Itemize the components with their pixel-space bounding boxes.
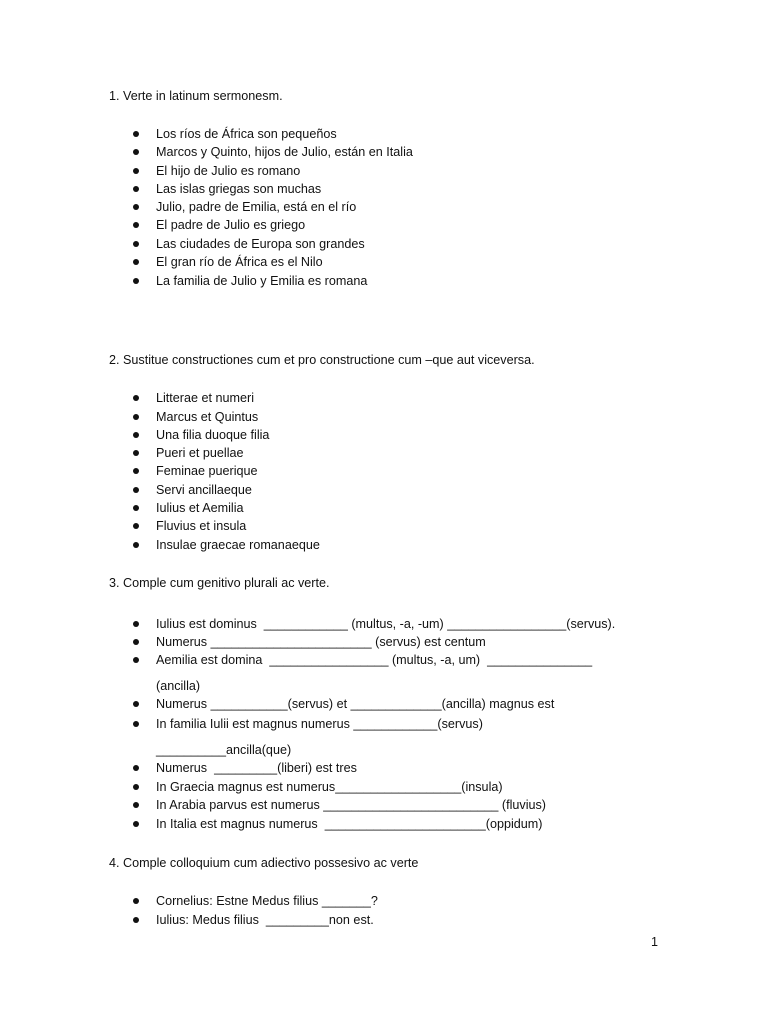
bullet-icon: [133, 222, 139, 228]
bullet-icon: [133, 131, 139, 137]
bullet-icon: [133, 523, 139, 529]
bullet-icon: [133, 898, 139, 904]
list-item-continuation: __________ancilla(que): [156, 743, 292, 757]
bullet-icon: [133, 241, 139, 247]
bullet-icon: [133, 505, 139, 511]
bullet-icon: [133, 432, 139, 438]
section-3-heading: 3. Comple cum genitivo plurali ac verte.: [109, 576, 330, 590]
bullet-icon: [133, 468, 139, 474]
bullet-icon: [133, 259, 139, 265]
bullet-icon: [133, 542, 139, 548]
bullet-icon: [133, 701, 139, 707]
bullet-icon: [133, 721, 139, 727]
section-4-heading: 4. Comple colloquium cum adiectivo possesivo ac verte: [109, 856, 419, 870]
bullet-icon: [133, 917, 139, 923]
bullet-icon: [133, 821, 139, 827]
document-page: 1. Verte in latinum sermonesm. Los ríos de África son pequeños Marcos y Quinto, hijos de Julio, están en Italia El hijo de Julio es romano Las islas griegas son muchas Julio, padre de Emilia, está en el río El padre de Julio es griego Las ciudades de Europa son grandes El gran río de África es el Nilo La familia de Julio y Emilia es romana 2. Sustitue constructiones cum et pro constructione cum –que aut viceversa. Litterae et numeri Marcus et Quintus Una filia duoque filia Pueri et puellae Feminae puerique Servi ancillaeque Iulius et Aemilia Fluvius et insula Insulae graecae romanaeque 3. Comple cum genitivo plurali ac verte. Iulius est dominus ____________ (multus, -a, -um) _________________(servus). Numerus _______________________ (servus) est centum Aemilia est domina _________________ (multus, -a, um) _______________ Numerus ___________(servus) et _____________(ancilla) magnus est In familia Iulii est magnus numerus ____________(servus) Numerus _________(liberi) est tres In Graecia magnus est numerus__________________(insula) In Arabia parvus est numerus _________________________ (fluvius) In Italia est magnus numerus _______________________(oppidum) (ancilla) __________ancilla(que) 4. Comple colloquium cum adiectivo possesivo ac verte Cornelius: Estne Medus filius _______? Iulius: Medus filius _________non est. 1: [109, 89, 659, 949]
bullet-icon: [133, 657, 139, 663]
bullet-icon: [133, 639, 139, 645]
page-number: 1: [651, 935, 659, 949]
bullet-icon: [133, 487, 139, 493]
bullet-icon: [133, 414, 139, 420]
bullet-icon: [133, 204, 139, 210]
bullet-icon: [133, 149, 139, 155]
bullet-icon: [133, 802, 139, 808]
list-item-continuation: (ancilla): [156, 679, 201, 693]
section-1-heading: 1. Verte in latinum sermonesm.: [109, 89, 283, 103]
bullet-icon: [133, 186, 139, 192]
section-2-heading: 2. Sustitue constructiones cum et pro constructione cum –que aut viceversa.: [109, 353, 535, 367]
bullet-icon: [133, 621, 139, 627]
bullet-icon: [133, 168, 139, 174]
bullet-icon: [133, 784, 139, 790]
bullet-icon: [133, 765, 139, 771]
bullet-icon: [133, 395, 139, 401]
bullet-icon: [133, 278, 139, 284]
bullet-icon: [133, 450, 139, 456]
